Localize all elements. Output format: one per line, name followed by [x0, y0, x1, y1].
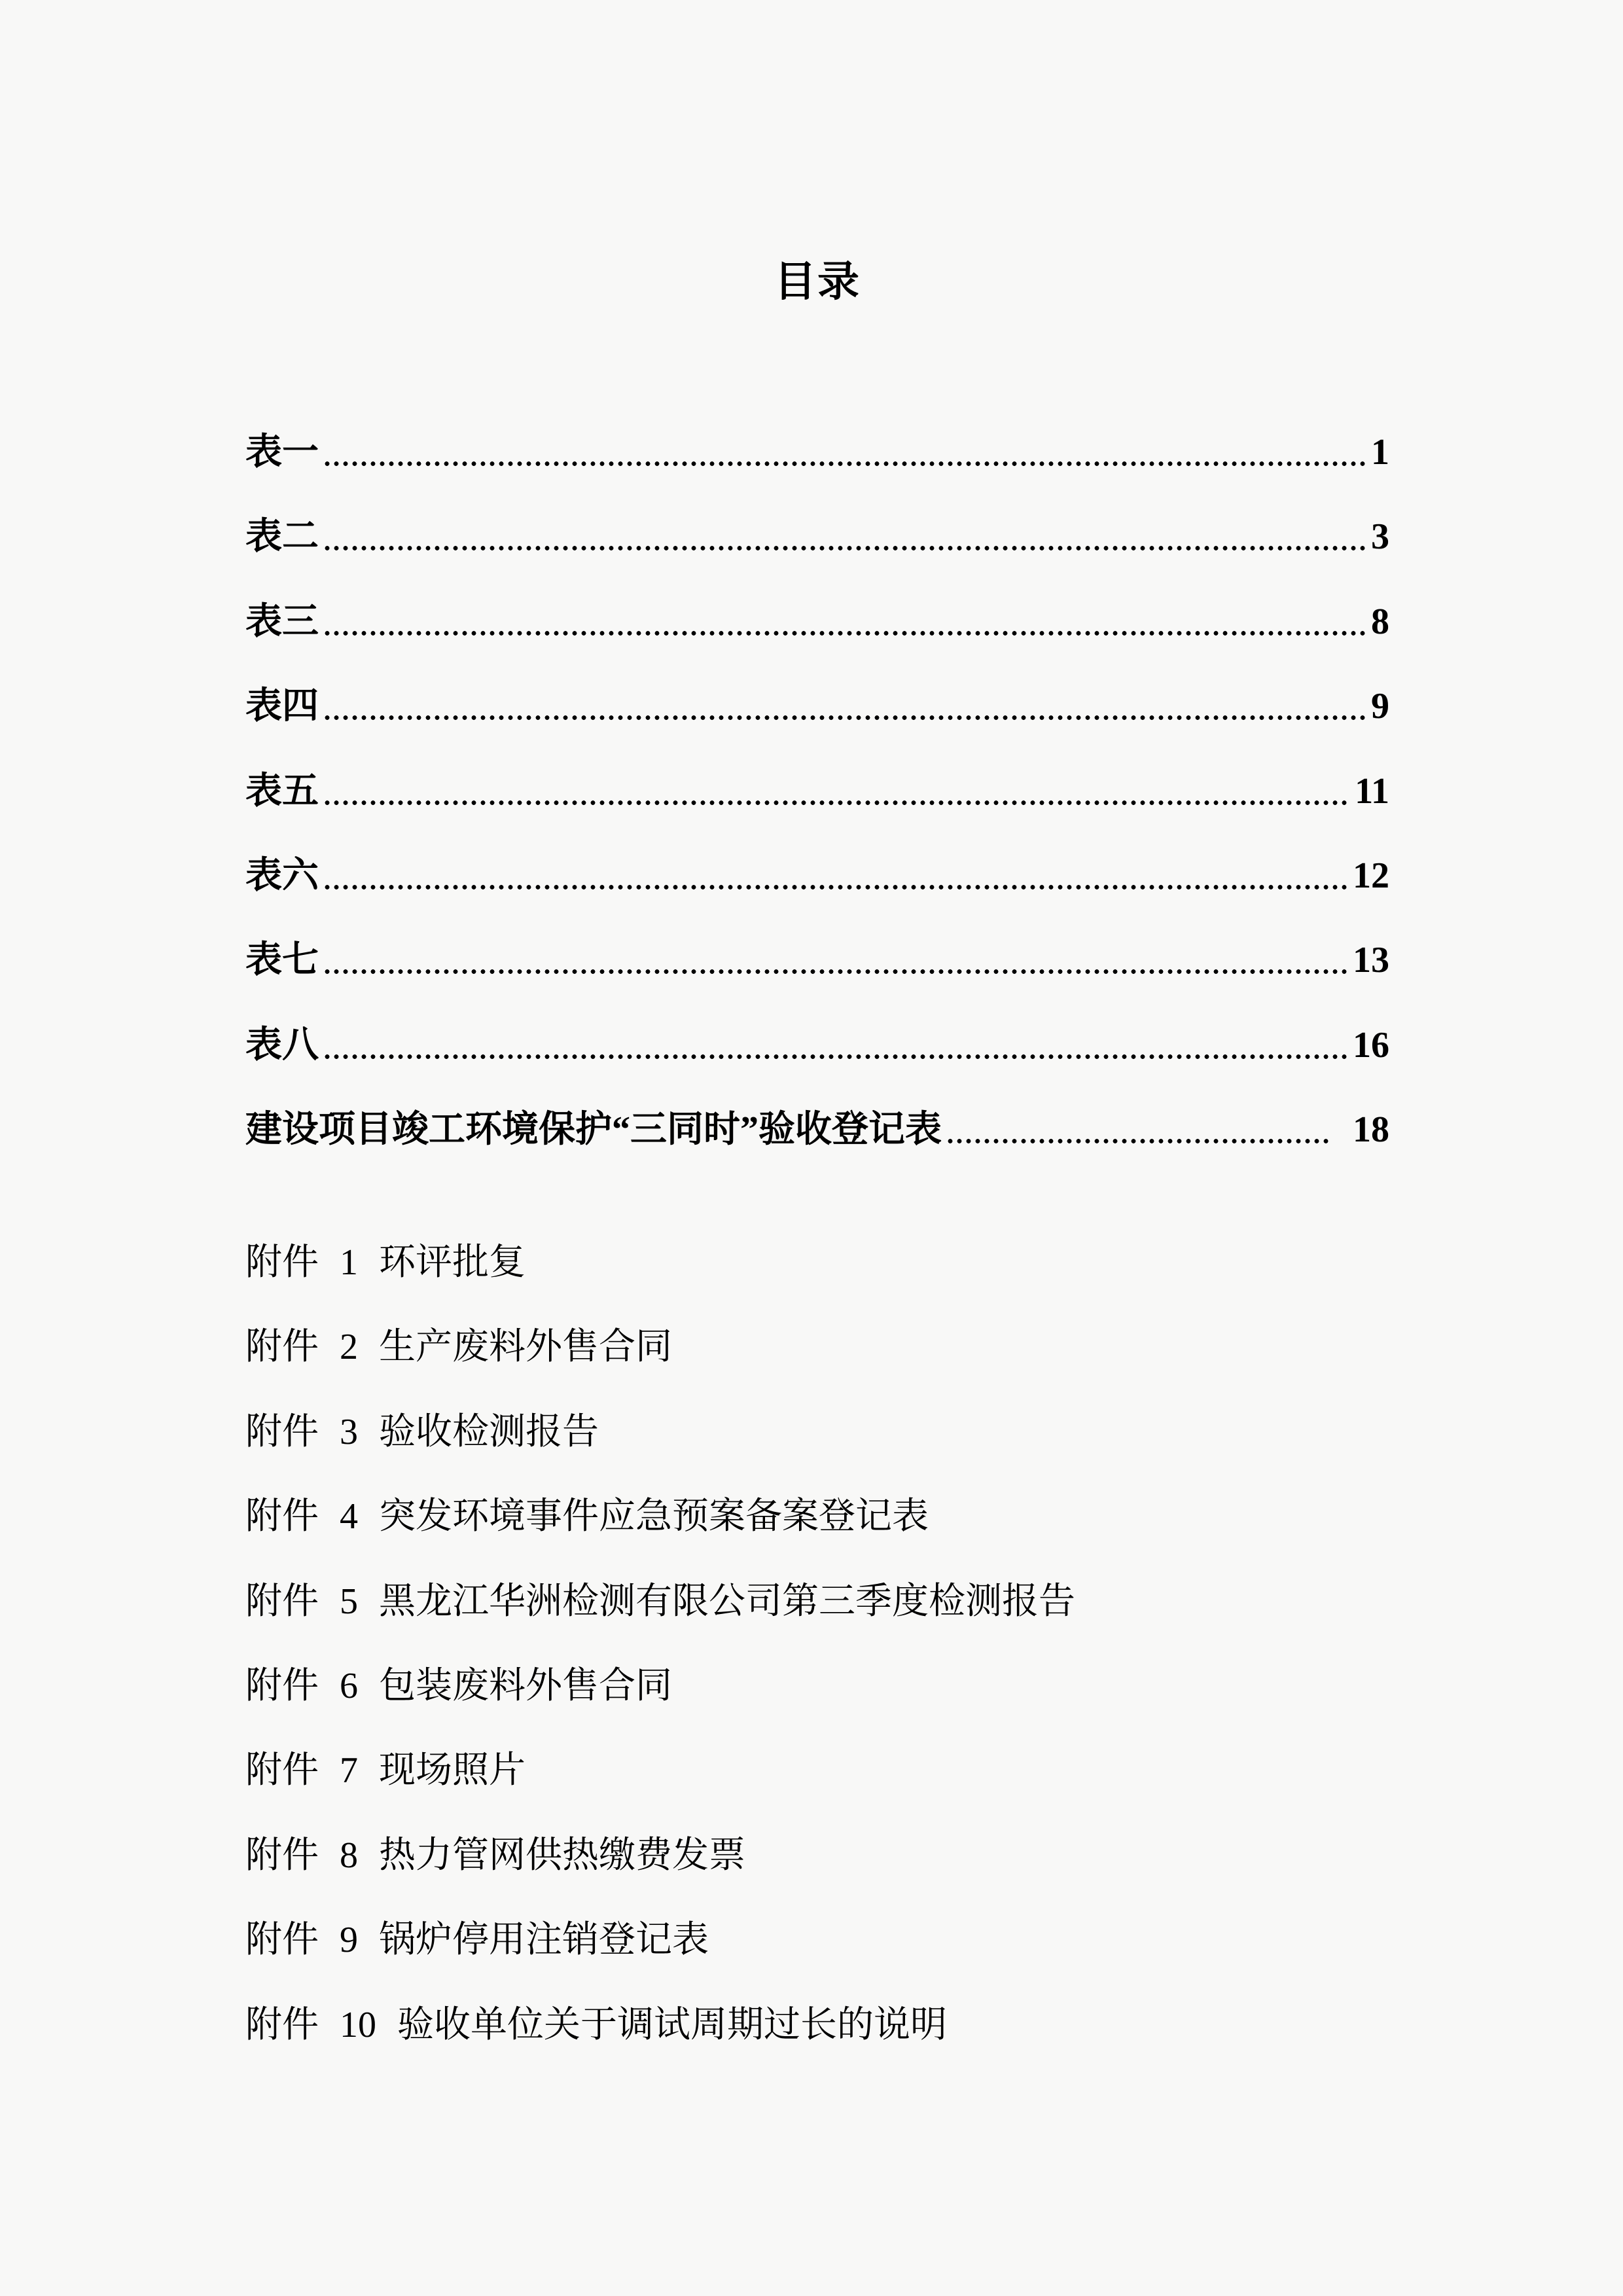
attachment-item: 附件 8 热力管网供热缴费发票 — [245, 1835, 745, 1876]
attachment-item: 附件 3 验收检测报告 — [245, 1411, 599, 1452]
toc-entry — [245, 771, 1389, 812]
toc-page-number: 13 — [1353, 940, 1389, 981]
page-title: 目录 — [774, 259, 861, 305]
toc-page-number: 16 — [1353, 1024, 1389, 1066]
attachment-item: 附件 5 黑龙江华洲检测有限公司第三季度检测报告 — [245, 1581, 1075, 1622]
toc-page-number: 3 — [1371, 516, 1389, 558]
page-content — [245, 0, 1389, 2296]
toc-page-number: 1 — [1371, 432, 1389, 473]
toc-entry — [245, 601, 1389, 642]
dot-leader — [323, 715, 1367, 721]
toc-entry-label: 表四 — [245, 686, 319, 727]
dot-leader — [323, 461, 1367, 467]
dot-leader — [323, 800, 1351, 806]
toc-entry — [245, 1025, 1389, 1066]
toc-entry — [245, 855, 1389, 896]
toc-entry-label: 表六 — [245, 855, 319, 896]
dot-leader — [323, 630, 1367, 636]
toc-page-number: 8 — [1371, 601, 1389, 642]
attachment-item: 附件 6 包装废料外售合同 — [245, 1666, 672, 1706]
toc-entry — [245, 432, 1389, 473]
attachment-item: 附件 4 突发环境事件应急预案备案登记表 — [245, 1496, 929, 1537]
toc-entry-label: 表八 — [245, 1024, 319, 1066]
attachment-item: 附件 10 验收单位关于调试周期过长的说明 — [245, 2004, 947, 2045]
toc-page-number: 9 — [1371, 686, 1389, 727]
toc-entry-registry-form — [245, 1109, 1389, 1150]
toc-entry-label: 表七 — [245, 940, 319, 981]
toc-page-number: 18 — [1353, 1109, 1389, 1151]
attachment-item: 附件 1 环评批复 — [245, 1242, 526, 1283]
toc-entry-label: 表一 — [245, 432, 319, 473]
attachment-item: 附件 2 生产废料外售合同 — [245, 1327, 672, 1368]
toc-entry — [245, 940, 1389, 980]
toc-entry — [245, 516, 1389, 557]
toc-page-number: 11 — [1355, 770, 1389, 812]
dot-leader — [323, 545, 1367, 551]
dot-leader — [323, 884, 1349, 890]
attachment-item: 附件 7 现场照片 — [245, 1750, 526, 1791]
dot-leader — [323, 969, 1349, 975]
toc-entry — [245, 686, 1389, 726]
dot-leader — [946, 1138, 1329, 1144]
toc-entry-label: 表三 — [245, 601, 319, 642]
toc-entry-label: 建设项目竣工环境保护“三同时”验收登记表 — [245, 1109, 942, 1151]
dot-leader — [323, 1054, 1349, 1060]
toc-entry-label: 表二 — [245, 516, 319, 558]
toc-entry-label: 表五 — [245, 770, 319, 812]
attachment-item: 附件 9 锅炉停用注销登记表 — [245, 1920, 709, 1961]
toc-page-number: 12 — [1353, 855, 1389, 896]
